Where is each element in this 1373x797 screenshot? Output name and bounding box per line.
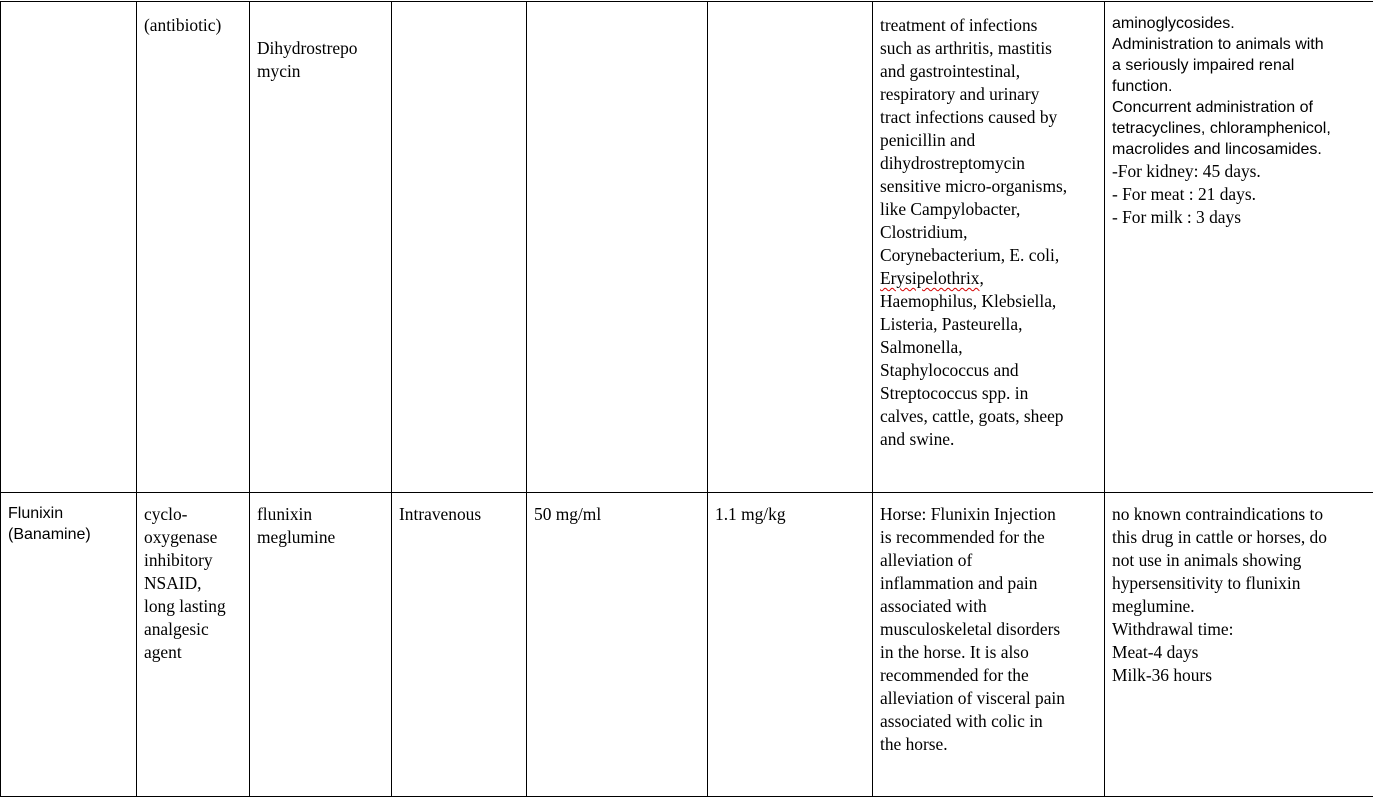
cell-text-line: such as arthritis, mastitis	[880, 37, 1104, 60]
cell-text-line: Milk-36 hours	[1112, 664, 1373, 687]
drug-name-cell	[1, 2, 137, 493]
cell-text-line: Haemophilus, Klebsiella,	[880, 290, 1104, 313]
indications	[880, 14, 1104, 451]
cell-text-line: tract infections caused by	[880, 106, 1104, 129]
active-ingredient	[257, 37, 391, 83]
indications-cell	[873, 493, 1105, 797]
cell-text-line: hypersensitivity to flunixin	[1112, 572, 1373, 595]
cell-text-line: Concurrent administration of	[1112, 97, 1373, 118]
contraindications-cell	[1105, 2, 1373, 493]
cell-text-line: treatment of infections	[880, 14, 1104, 37]
cell-text-line: penicillin and	[880, 129, 1104, 152]
cell-text-line: oxygenase	[144, 526, 249, 549]
cell-text-line: analgesic	[144, 618, 249, 641]
cell-text-line: Withdrawal time:	[1112, 618, 1373, 641]
cell-text-line: musculoskeletal disorders	[880, 618, 1104, 641]
cell-text-line: Erysipelothrix,	[880, 267, 1104, 290]
cell-text-line: agent	[144, 641, 249, 664]
cell-text-line: NSAID,	[144, 572, 249, 595]
concentration-cell	[527, 493, 708, 797]
contraindications-text	[1112, 503, 1373, 687]
drug-name	[8, 503, 136, 545]
cell-text-line: inhibitory	[144, 549, 249, 572]
cell-text-line: a seriously impaired renal	[1112, 55, 1373, 76]
cell-text-line: calves, cattle, goats, sheep	[880, 405, 1104, 428]
cell-text-line: Staphylococcus and	[880, 359, 1104, 382]
table-row	[1, 493, 1373, 797]
spellcheck-underline: Erysipelothrix	[880, 268, 980, 288]
cell-text-line: no known contraindications to	[1112, 503, 1373, 526]
cell-text-line: Listeria, Pasteurella,	[880, 313, 1104, 336]
cell-text-line: is recommended for the	[880, 526, 1104, 549]
cell-text-line: the horse.	[880, 733, 1104, 756]
cell-text-line: and gastrointestinal,	[880, 60, 1104, 83]
cell-text-line: function.	[1112, 76, 1373, 97]
cell-text-line: Salmonella,	[880, 336, 1104, 359]
cell-text-line: this drug in cattle or horses, do	[1112, 526, 1373, 549]
cell-text-line: (Banamine)	[8, 524, 136, 545]
cell-text-line: dihydrostreptomycin	[880, 152, 1104, 175]
route	[399, 503, 526, 526]
cell-text-line: Corynebacterium, E. coli,	[880, 244, 1104, 267]
cell-text-line: and swine.	[880, 428, 1104, 451]
cell-text-line: Flunixin	[8, 503, 136, 524]
cell-text-line: - For milk : 3 days	[1112, 206, 1373, 229]
active-ingredient-cell	[250, 2, 392, 493]
cell-text-line: respiratory and urinary	[880, 83, 1104, 106]
route-cell	[392, 2, 527, 493]
cell-text-line: Clostridium,	[880, 221, 1104, 244]
cell-text-line: meglumine	[257, 526, 391, 549]
cell-text-line: 1.1 mg/kg	[715, 503, 872, 526]
cell-text-line: long lasting	[144, 595, 249, 618]
drug-class	[144, 14, 249, 37]
active-ingredient	[257, 503, 391, 549]
drug-class	[144, 503, 249, 664]
contraindications-text	[1112, 13, 1373, 160]
cell-text-line: aminoglycosides.	[1112, 13, 1373, 34]
concentration-cell	[527, 2, 708, 493]
drug-name-cell	[1, 493, 137, 797]
withdrawal-times	[1112, 160, 1373, 229]
cell-text-line: in the horse. It is also	[880, 641, 1104, 664]
cell-text-line: macrolides and lincosamides.	[1112, 139, 1373, 160]
cell-text-line: inflammation and pain	[880, 572, 1104, 595]
cell-text-line: sensitive micro-organisms,	[880, 175, 1104, 198]
table-row	[1, 2, 1373, 493]
route-cell	[392, 493, 527, 797]
drug-information-table	[0, 1, 1373, 797]
cell-text-line: alleviation of visceral pain	[880, 687, 1104, 710]
indications	[880, 503, 1104, 756]
cell-text-line: recommended for the	[880, 664, 1104, 687]
active-ingredient-cell	[250, 493, 392, 797]
cell-text-line: mycin	[257, 60, 391, 83]
cell-text-line: tetracyclines, chloramphenicol,	[1112, 118, 1373, 139]
cell-text-line: cyclo-	[144, 503, 249, 526]
drug-class-cell	[137, 2, 250, 493]
dosage	[715, 503, 872, 526]
contraindications-cell	[1105, 493, 1373, 797]
cell-text-line: not use in animals showing	[1112, 549, 1373, 572]
cell-text-line: Intravenous	[399, 503, 526, 526]
cell-text-line: meglumine.	[1112, 595, 1373, 618]
dosage-cell	[708, 2, 873, 493]
cell-text-line: Meat-4 days	[1112, 641, 1373, 664]
cell-text-line: -For kidney: 45 days.	[1112, 160, 1373, 183]
cell-text-line: 50 mg/ml	[534, 503, 707, 526]
cell-text-line: flunixin	[257, 503, 391, 526]
cell-text-line: alleviation of	[880, 549, 1104, 572]
drug-class-cell	[137, 493, 250, 797]
concentration	[534, 503, 707, 526]
cell-text-line: Dihydrostrepo	[257, 37, 391, 60]
cell-text-line: - For meat : 21 days.	[1112, 183, 1373, 206]
cell-text-line: associated with	[880, 595, 1104, 618]
cell-text-line: Streptococcus spp. in	[880, 382, 1104, 405]
cell-text-line: (antibiotic)	[144, 14, 249, 37]
cell-text-line: associated with colic in	[880, 710, 1104, 733]
dosage-cell	[708, 493, 873, 797]
cell-text-line: Horse: Flunixin Injection	[880, 503, 1104, 526]
cell-text-line: Administration to animals with	[1112, 34, 1373, 55]
indications-cell	[873, 2, 1105, 493]
cell-text-line: like Campylobacter,	[880, 198, 1104, 221]
